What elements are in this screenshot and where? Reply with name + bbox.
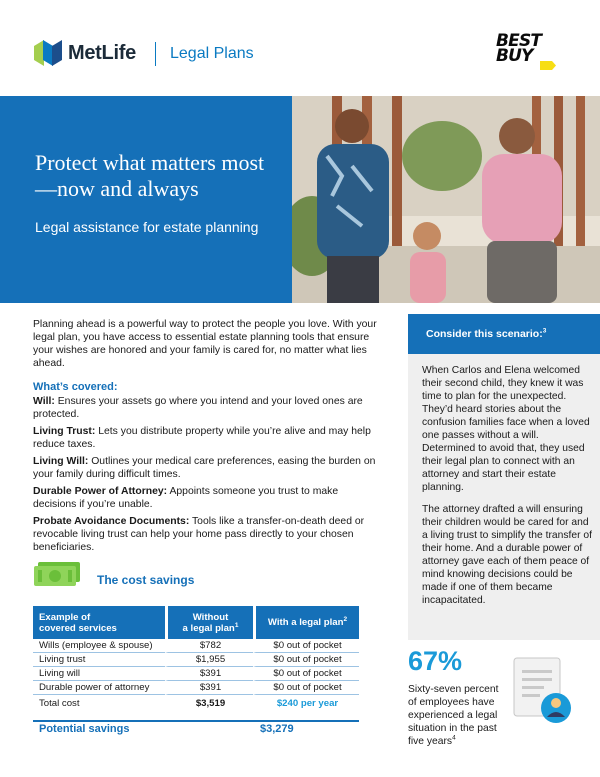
stat-description xyxy=(408,683,508,748)
scenario-body xyxy=(422,364,592,616)
covered-item-desc: Lets you distribute property while you’re alive and may help reduce taxes. xyxy=(33,426,371,450)
col-header-with xyxy=(253,606,359,639)
family-photo-illustration xyxy=(292,96,600,303)
covered-item-desc: Outlines your medical care preferences, easing the burden on your family during difficult times. xyxy=(33,456,376,480)
covered-list xyxy=(33,395,381,558)
col-header-service-line2: covered services xyxy=(39,622,117,634)
hero-title: Protect what matters most—now and always xyxy=(35,150,265,201)
stat-text: Sixty-seven percent of employees have experienced a legal situation in the past five years xyxy=(408,684,499,747)
covered-item xyxy=(33,515,381,554)
cell-without: $391 xyxy=(165,681,253,695)
cell-total-label: Total cost xyxy=(39,697,80,709)
col-header-without xyxy=(165,606,253,639)
covered-heading: What’s covered: xyxy=(33,381,118,393)
col-header-without-line1: Without xyxy=(192,611,229,623)
table-header-row xyxy=(33,606,359,639)
partner-logo-line1: BEST xyxy=(496,31,542,51)
col-header-without-text: a legal plan xyxy=(182,622,235,634)
table-row xyxy=(33,681,359,695)
stat-value: 67% xyxy=(408,646,463,676)
covered-item xyxy=(33,395,381,421)
intro-paragraph: Planning ahead is a powerful way to protect the people you love. With your legal plan, you have access to essential estate planning tools that ensure your wishes are honored and your family is cared for, no matter what lies ahead. xyxy=(33,319,377,369)
cell-with: $0 out of pocket xyxy=(253,667,359,681)
scenario-panel xyxy=(408,314,600,640)
metlife-logo-icon xyxy=(34,40,62,66)
partner-logo xyxy=(496,31,558,72)
cost-table xyxy=(33,606,359,711)
savings-value: $3,279 xyxy=(260,723,294,735)
covered-item-term: Probate Avoidance Documents: xyxy=(33,516,190,527)
savings-label: Potential savings xyxy=(39,723,130,735)
scenario-heading-text: Consider this scenario: xyxy=(426,328,543,340)
cell-without: $391 xyxy=(165,667,253,681)
covered-item xyxy=(33,485,381,511)
cell-service: Living will xyxy=(33,667,165,681)
table-row xyxy=(33,639,359,653)
footnote-ref: 2 xyxy=(343,615,348,623)
scenario-paragraph: When Carlos and Elena welcomed their second child, they knew it was time to plan for the unexpected. They’d heard stories about the confusion families face when a loved one passes without a will. Determined to avoid that, they used their legal plan to connect with an attorney and start their estate planning. xyxy=(422,365,590,493)
col-header-service xyxy=(33,606,165,639)
brand-name: MetLife xyxy=(68,42,136,64)
document-person-icon xyxy=(508,656,576,726)
covered-item-term: Will: xyxy=(33,396,55,407)
cell-with: $0 out of pocket xyxy=(253,639,359,653)
cell-total-without: $3,519 xyxy=(165,695,253,711)
partner-logo-line2: BUY xyxy=(496,46,533,66)
covered-item-term: Living Will: xyxy=(33,456,89,467)
cell-without: $1,955 xyxy=(165,653,253,667)
col-header-without-line2 xyxy=(168,623,253,634)
cell-service: Living trust xyxy=(33,653,165,667)
scenario-heading xyxy=(426,328,546,340)
covered-item-term: Living Trust: xyxy=(33,426,96,437)
cell-service: Durable power of attorney xyxy=(33,681,165,695)
cell-service: Wills (employee & spouse) xyxy=(33,639,165,653)
cell-with: $0 out of pocket xyxy=(253,653,359,667)
hero-subtitle: Legal assistance for estate planning xyxy=(35,219,259,235)
covered-item xyxy=(33,425,381,451)
scenario-paragraph: The attorney drafted a will ensuring their children would be cared for and a living trust to simplify the transfer of their home. And a durable power of attorney gave each of them peace of mind knowing decisions could be made if one of them became incapacitated. xyxy=(422,504,592,606)
col-header-service-line1: Example of xyxy=(39,611,91,623)
header-divider xyxy=(155,42,156,66)
family-photo xyxy=(292,96,600,303)
potential-savings-row xyxy=(33,720,359,737)
footnote-ref: 3 xyxy=(542,327,547,335)
cell-total-with: $240 per year xyxy=(253,695,359,711)
product-name: Legal Plans xyxy=(170,45,254,62)
cell-with: $0 out of pocket xyxy=(253,681,359,695)
covered-item-term: Durable Power of Attorney: xyxy=(33,486,168,497)
page-header xyxy=(0,0,600,96)
footnote-ref: 4 xyxy=(452,734,456,742)
covered-item-desc: Appoints someone you trust to make decisions if you’re unable. xyxy=(33,486,339,510)
scenario-header xyxy=(408,314,600,354)
cost-savings-heading: The cost savings xyxy=(97,573,195,587)
table-row xyxy=(33,653,359,667)
covered-item xyxy=(33,455,381,481)
table-row xyxy=(33,667,359,681)
col-header-with-text: With a legal plan xyxy=(267,617,344,628)
footnote-ref: 1 xyxy=(234,621,239,629)
covered-item-desc: Ensures your assets go where you intend and your loved ones are protected. xyxy=(33,396,363,420)
covered-item-desc: Tools like a transfer-on-death deed or revocable living trust can help your home pass directly to your chosen beneficiaries. xyxy=(33,516,365,553)
cell-without: $782 xyxy=(165,639,253,653)
table-total-row xyxy=(33,695,359,711)
money-icon xyxy=(34,562,80,586)
